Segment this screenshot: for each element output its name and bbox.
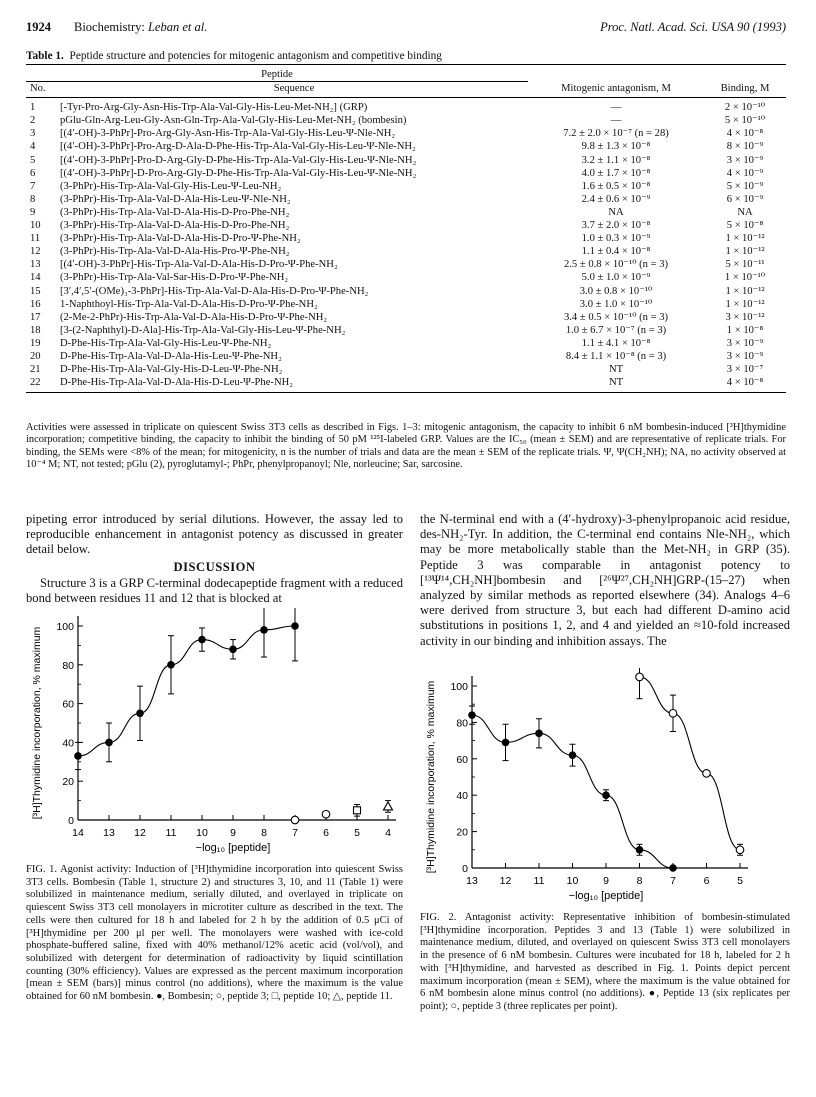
table-title: Peptide structure and potencies for mitogenic antagonism and competitive binding [69, 50, 442, 62]
row-number: 16 [30, 298, 41, 310]
row-number: 1 [30, 102, 36, 114]
data-point [105, 739, 113, 747]
data-point [136, 710, 144, 718]
row-binding: 3 × 10⁻⁹ [726, 154, 764, 166]
x-tick-label: 7 [292, 827, 298, 839]
row-mitogenic: 5.0 ± 1.0 × 10⁻⁹ [581, 272, 651, 284]
paragraph: pipeting error introduced by serial dilutions. However, the assay led to reproducible enhancement in antagonist potency as discussed in greater detail below. [26, 512, 403, 557]
row-sequence: [(4′-OH)-3-PhPr]-Pro-D-Arg-Gly-D-Phe-His-Trp-Ala-Val-Gly-His-Leu-Ψ-Nle-NH₂ [60, 154, 417, 166]
y-tick-label: 0 [68, 815, 74, 827]
table-footnote: Activities were assessed in triplicate on quiescent Swiss 3T3 cells as described in Figs. 1–3: mitogenic antagonism, the capacity to inhibit 6 nM bombesin-induced [³H]thymidine incorporation; competitive binding, the capacity to inhibit the binding of 50 pM ¹²⁵I-labeled GRP. Values are the IC₅₀ (mean ± SEM) and are representative of replicate trials. For binding, the SEMs were <8% of the mean; for mitogenicity, n is the number of trials and data are the mean ± SEM of the replicate trials. Ψ, Ψ(CH₂NH); NA, no activity observed at 10⁻⁴ M; NT, not tested; pGlu (2), pyroglutamyl-; PhPr, phenylpropanoyl; Nle, norleucine; Sar, sarcosine. [26, 422, 786, 471]
y-tick-label: 0 [462, 863, 468, 875]
x-tick-label: 8 [261, 827, 267, 839]
row-binding: 6 × 10⁻⁹ [726, 193, 764, 205]
row-sequence: D-Phe-His-Trp-Ala-Val-Gly-His-D-Leu-Ψ-Phe-NH₂ [60, 364, 283, 376]
journal-name: Biochemistry: [74, 20, 145, 34]
figure-2 [420, 668, 790, 908]
row-binding: 5 × 10⁻⁸ [726, 220, 764, 232]
x-tick-label: 14 [72, 827, 84, 839]
table-row [26, 167, 786, 180]
data-point [669, 710, 677, 718]
series-curve [640, 677, 741, 850]
table-row [26, 258, 786, 271]
x-tick-label: 5 [354, 827, 360, 839]
table-row [26, 298, 786, 311]
journal-section [74, 20, 207, 35]
data-point [74, 752, 82, 760]
x-tick-label: 12 [499, 875, 512, 887]
row-mitogenic: — [610, 102, 622, 114]
data-point [354, 807, 361, 814]
x-tick-label: 13 [103, 827, 115, 839]
right-column [420, 512, 790, 649]
y-tick-label: 60 [456, 753, 468, 766]
row-binding: 5 × 10⁻¹⁰ [724, 115, 766, 127]
row-sequence: 1-Naphthoyl-His-Trp-Ala-Val-D-Ala-His-D-Pro-Ψ-Phe-NH₂ [60, 298, 318, 310]
row-number: 11 [30, 233, 41, 245]
figure-1-chart [26, 608, 403, 858]
series-curve [472, 715, 673, 868]
row-number: 17 [30, 311, 41, 323]
y-tick-label: 20 [456, 826, 468, 839]
x-tick-label: 5 [737, 875, 743, 887]
row-sequence: (3-PhPr)-His-Trp-Ala-Val-D-Ala-His-Leu-Ψ-Nle-NH₂ [60, 193, 291, 205]
table-label: Table 1. [26, 50, 64, 62]
table-row [26, 285, 786, 298]
row-binding: 4 × 10⁻⁸ [726, 128, 764, 140]
row-binding: NA [737, 206, 753, 218]
running-header [26, 20, 786, 38]
header-mitogenic: Mitogenic antagonism, M [528, 82, 704, 98]
x-tick-label: 7 [670, 875, 676, 887]
row-number: 13 [30, 259, 41, 271]
row-binding: 2 × 10⁻¹⁰ [724, 102, 766, 114]
row-mitogenic: 2.5 ± 0.8 × 10⁻¹⁰ (n = 3) [563, 259, 669, 271]
y-tick-label: 40 [62, 737, 74, 750]
table-row [26, 245, 786, 258]
x-tick-label: 6 [703, 875, 710, 887]
figure-1-caption: FIG. 1. Agonist activity: Induction of [³H]thymidine incorporation into quiescent Swiss 3T3 cells. Bombesin (Table 1, structure 2) and structures 3, 10, and 11 (Table 1) were solubilized in maintenance medium, serially diluted, and overlayed in triplicate on quiescent Swiss 3T3 cell monolayers in microtiter culture as described in the text. The cells were then cultured for 18 h and labeled for 2 h by the addition of 0.5 μCi of [³H]thymidine per 200 μl per well. The monolayers were washed with ice-cold phosphate-buffered saline, fixed with 40% methanol/12% acetic acid (vol/vol), and solubilized with detergent for determination of radioactivity by liquid scintillation counting (30% efficiency). Values are expressed as the percent maximum incorporation [mean ± SEM (bars)] minus control (no additions), where the maximum is the value obtained for 60 nM bombesin. ●, Bombesin; ○, peptide 3; □, peptide 10; △, peptide 11. [26, 864, 403, 1003]
table-row [26, 232, 786, 245]
row-binding: 3 × 10⁻¹² [725, 311, 765, 323]
row-mitogenic: 1.1 ± 0.4 × 10⁻⁸ [581, 246, 651, 258]
table-row [26, 350, 786, 363]
table-row [26, 376, 786, 393]
row-number: 14 [30, 272, 41, 284]
row-number: 15 [30, 285, 41, 297]
data-point [260, 626, 268, 634]
y-tick-label: 40 [456, 790, 468, 803]
table-body [26, 98, 786, 393]
table-row [26, 154, 786, 167]
y-tick-label: 80 [456, 717, 468, 730]
row-number: 19 [30, 337, 41, 349]
row-binding: 1 × 10⁻¹² [725, 298, 765, 310]
x-tick-label: 9 [603, 875, 609, 887]
row-mitogenic: 3.0 ± 1.0 × 10⁻¹⁰ [579, 298, 653, 310]
x-axis-label: −log₁₀ [peptide] [568, 890, 644, 902]
row-sequence: [3-(2-Naphthyl)-D-Ala]-His-Trp-Ala-Val-Gly-His-Leu-Ψ-Phe-NH₂ [60, 324, 346, 336]
header-no: No. [26, 82, 60, 98]
table-row [26, 271, 786, 284]
row-mitogenic: — [610, 115, 622, 127]
x-tick-label: 10 [566, 875, 579, 887]
y-axis-label: [³H]Thymidine incorporation, % maximum [31, 626, 43, 820]
row-sequence: [3′,4′,5′-(OMe)₃-3-PhPr]-His-Trp-Ala-Val-D-Ala-His-D-Pro-Ψ-Phe-NH₂ [60, 285, 369, 297]
row-mitogenic: 1.0 ± 0.3 × 10⁻⁹ [581, 233, 651, 245]
row-sequence: [-Tyr-Pro-Arg-Gly-Asn-His-Trp-Ala-Val-Gly-His-Leu-Met-NH₂] (GRP) [60, 102, 368, 114]
row-sequence: pGlu-Gln-Arg-Leu-Gly-Asn-Gln-Trp-Ala-Val-Gly-His-Leu-Met-NH₂ (bombesin) [60, 115, 407, 127]
row-mitogenic: 8.4 ± 1.1 × 10⁻⁸ (n = 3) [565, 350, 667, 362]
figure-2-caption: FIG. 2. Antagonist activity: Representative inhibition of bombesin-stimulated [³H]thymidine incorporation. Peptides 3 and 13 (Table 1) were solubilized in maintenance medium, diluted, and overlayed on quiescent Swiss 3T3 cell monolayers in the presence of 6 nM bombesin. Cultures were incubated for 18 h, labeled for 2 h with [³H]thymidine, and harvested as described in Fig. 1. Points depict percent maximum incorporation (mean ± SEM), where the maximum is the value obtained for 6 nM bombesin alone minus control (no additions). ●, Peptide 13 (six replicates per point); ○, peptide 3 (three replicates per point). [420, 912, 790, 1012]
row-binding: 5 × 10⁻⁹ [726, 180, 764, 192]
data-point [669, 864, 677, 872]
row-binding: 3 × 10⁻⁷ [726, 364, 764, 376]
row-sequence: (3-PhPr)-His-Trp-Ala-Val-Gly-His-Leu-Ψ-Leu-NH₂ [60, 180, 282, 192]
x-tick-label: 11 [165, 827, 177, 839]
row-number: 12 [30, 246, 41, 258]
data-point [468, 711, 476, 719]
row-binding: 4 × 10⁻⁹ [726, 167, 764, 179]
data-point [229, 645, 237, 653]
data-point [569, 751, 577, 759]
data-point [291, 622, 299, 630]
authors: Leban et al. [147, 20, 208, 34]
row-mitogenic: 9.8 ± 1.3 × 10⁻⁸ [581, 141, 651, 153]
row-mitogenic: 7.2 ± 2.0 × 10⁻⁷ (n = 28) [563, 128, 669, 140]
row-mitogenic: 2.4 ± 0.6 × 10⁻⁹ [581, 193, 651, 205]
row-number: 6 [30, 167, 36, 179]
row-mitogenic: 1.6 ± 0.5 × 10⁻⁸ [581, 180, 651, 192]
figure-2-chart [420, 668, 790, 908]
row-binding: 3 × 10⁻⁹ [726, 337, 764, 349]
row-mitogenic: NT [528, 376, 704, 393]
row-number: 22 [26, 376, 60, 393]
row-sequence: D-Phe-His-Trp-Ala-Val-D-Ala-His-Leu-Ψ-Phe-NH₂ [60, 350, 282, 362]
row-sequence: (3-PhPr)-His-Trp-Ala-Val-D-Ala-His-Pro-Ψ-Phe-NH₂ [60, 246, 290, 258]
table-row [26, 114, 786, 127]
data-point [602, 791, 610, 799]
row-sequence: (3-PhPr)-His-Trp-Ala-Val-Sar-His-D-Pro-Ψ-Phe-NH₂ [60, 272, 289, 284]
x-tick-label: 9 [230, 827, 236, 839]
row-mitogenic: 3.0 ± 0.8 × 10⁻¹⁰ [579, 285, 653, 297]
row-mitogenic: 3.7 ± 2.0 × 10⁻⁸ [581, 220, 651, 232]
row-binding: 4 × 10⁻⁸ [704, 376, 786, 393]
row-number: 7 [30, 180, 36, 192]
row-binding: 8 × 10⁻⁹ [726, 141, 764, 153]
y-axis-label: [³H]Thymidine incorporation, % maximum [425, 680, 437, 874]
row-sequence: (3-PhPr)-His-Trp-Ala-Val-D-Ala-His-D-Pro-Ψ-Phe-NH₂ [60, 233, 301, 245]
paragraph: the N-terminal end with a (4′-hydroxy)-3-phenylpropanoic acid residue, des-NH₂-Tyr. In addition, the C-terminal end contains Nle-NH₂, which may be more metabolically stable than the Met-NH₂ in GRP (35). Peptide 3 was comparable in antagonist potency to [¹³Ψ¹⁴,CH₂NH]bombesin and [²⁶Ψ²⁷,CH₂NH]GRP-(15–27) when analyzed by similar methods as reported elsewhere (34). Analogs 4–6 were derived from structure 3, but each had different D-amino acid substitutions in positions 1, 2, and 4 and yielded an ≈10-fold increased activity in our binding and inhibition assays. The [420, 512, 790, 648]
row-binding: 5 × 10⁻¹¹ [725, 259, 765, 271]
x-tick-label: 10 [196, 827, 208, 839]
table-row [26, 324, 786, 337]
row-mitogenic: NA [608, 206, 624, 218]
data-point [636, 846, 644, 854]
data-point [636, 673, 644, 681]
row-mitogenic: 3.4 ± 0.5 × 10⁻¹⁰ (n = 3) [563, 311, 669, 323]
header-sequence: Sequence [60, 82, 528, 98]
table-row [26, 311, 786, 324]
data-point [502, 739, 510, 747]
data-point [384, 802, 393, 810]
row-number: 4 [30, 141, 36, 153]
x-tick-label: 6 [323, 827, 329, 839]
row-binding: 1 × 10⁻¹² [725, 246, 765, 258]
row-number: 9 [30, 206, 36, 218]
x-tick-label: 12 [134, 827, 146, 839]
row-mitogenic: 4.0 ± 1.7 × 10⁻⁸ [581, 167, 651, 179]
row-binding: 1 × 10⁻⁸ [726, 324, 764, 336]
x-axis-label: −log₁₀ [peptide] [195, 842, 271, 854]
row-number: 8 [30, 193, 36, 205]
table-row [26, 193, 786, 206]
x-tick-label: 11 [533, 875, 545, 887]
y-tick-label: 100 [450, 681, 468, 693]
data-point [535, 730, 543, 738]
section-heading: DISCUSSION [173, 559, 256, 574]
row-sequence: (2-Me-2-PhPr)-His-Trp-Ala-Val-D-Ala-His-D-Pro-Ψ-Phe-NH₂ [60, 311, 328, 323]
row-sequence: D-Phe-His-Trp-Ala-Val-D-Ala-His-D-Leu-Ψ-Phe-NH₂ [60, 376, 528, 393]
table-row [26, 337, 786, 350]
row-mitogenic: NT [608, 364, 624, 376]
table-row [26, 363, 786, 376]
figure-1 [26, 608, 403, 858]
data-point [198, 636, 206, 644]
row-sequence: [(4′-OH)-3-PhPr]-His-Trp-Ala-Val-D-Ala-His-D-Pro-Ψ-Phe-NH₂ [60, 259, 338, 271]
row-sequence: [(4′-OH)-3-PhPr]-Pro-Arg-Gly-Asn-His-Trp-Ala-Val-Gly-His-Leu-Ψ-Nle-NH₂ [60, 128, 396, 140]
y-tick-label: 100 [56, 621, 74, 633]
page-number: 1924 [26, 20, 51, 34]
row-number: 5 [30, 154, 36, 166]
row-binding: 1 × 10⁻¹⁰ [724, 272, 766, 284]
header-binding: Binding, M [704, 82, 786, 98]
row-mitogenic: 3.2 ± 1.1 × 10⁻⁸ [581, 154, 651, 166]
paragraph: Structure 3 is a GRP C-terminal dodecapeptide fragment with a reduced bond between residues 11 and 12 that is blocked at [26, 575, 403, 606]
row-number: 21 [30, 364, 41, 376]
data-point [736, 846, 744, 854]
left-column [26, 512, 403, 606]
peptide-group-header: Peptide [26, 65, 528, 82]
row-mitogenic: 1.1 ± 4.1 × 10⁻⁸ [581, 337, 651, 349]
data-point [167, 661, 175, 669]
series-curve [78, 626, 295, 756]
x-tick-label: 4 [385, 827, 391, 839]
x-tick-label: 13 [466, 875, 478, 887]
table-row [26, 206, 786, 219]
table-row [26, 219, 786, 232]
data-point [703, 770, 711, 778]
row-number: 2 [30, 115, 36, 127]
data-point [291, 816, 299, 824]
row-binding: 1 × 10⁻¹² [725, 233, 765, 245]
table-row [26, 127, 786, 140]
y-tick-label: 60 [62, 698, 74, 711]
row-number: 20 [30, 350, 41, 362]
table-row [26, 140, 786, 153]
row-sequence: (3-PhPr)-His-Trp-Ala-Val-D-Ala-His-D-Pro-Phe-NH₂ [60, 220, 290, 232]
row-binding: 3 × 10⁻⁹ [726, 350, 764, 362]
journal-reference: Proc. Natl. Acad. Sci. USA 90 (1993) [600, 20, 786, 34]
table-row [26, 98, 786, 115]
row-sequence: D-Phe-His-Trp-Ala-Val-Gly-His-Leu-Ψ-Phe-NH₂ [60, 337, 272, 349]
row-sequence: (3-PhPr)-His-Trp-Ala-Val-D-Ala-His-D-Pro-Phe-NH₂ [60, 206, 290, 218]
x-tick-label: 8 [636, 875, 643, 887]
row-binding: 1 × 10⁻¹² [725, 285, 765, 297]
y-tick-label: 20 [62, 776, 74, 789]
row-number: 18 [30, 324, 41, 336]
row-mitogenic: 1.0 ± 6.7 × 10⁻⁷ (n = 3) [565, 324, 667, 336]
row-number: 3 [30, 128, 36, 140]
peptide-table [26, 64, 786, 393]
table-caption [26, 50, 442, 62]
row-sequence: [(4′-OH)-3-PhPr]-Pro-Arg-D-Ala-D-Phe-His-Trp-Ala-Val-Gly-His-Leu-Ψ-Nle-NH₂ [60, 141, 416, 153]
row-sequence: [(4′-OH)-3-PhPr]-D-Pro-Arg-Gly-D-Phe-His-Trp-Ala-Val-Gly-His-Leu-Ψ-Nle-NH₂ [60, 167, 417, 179]
data-point [322, 810, 330, 818]
y-tick-label: 80 [62, 659, 74, 672]
row-number: 10 [30, 220, 41, 232]
table-row [26, 180, 786, 193]
